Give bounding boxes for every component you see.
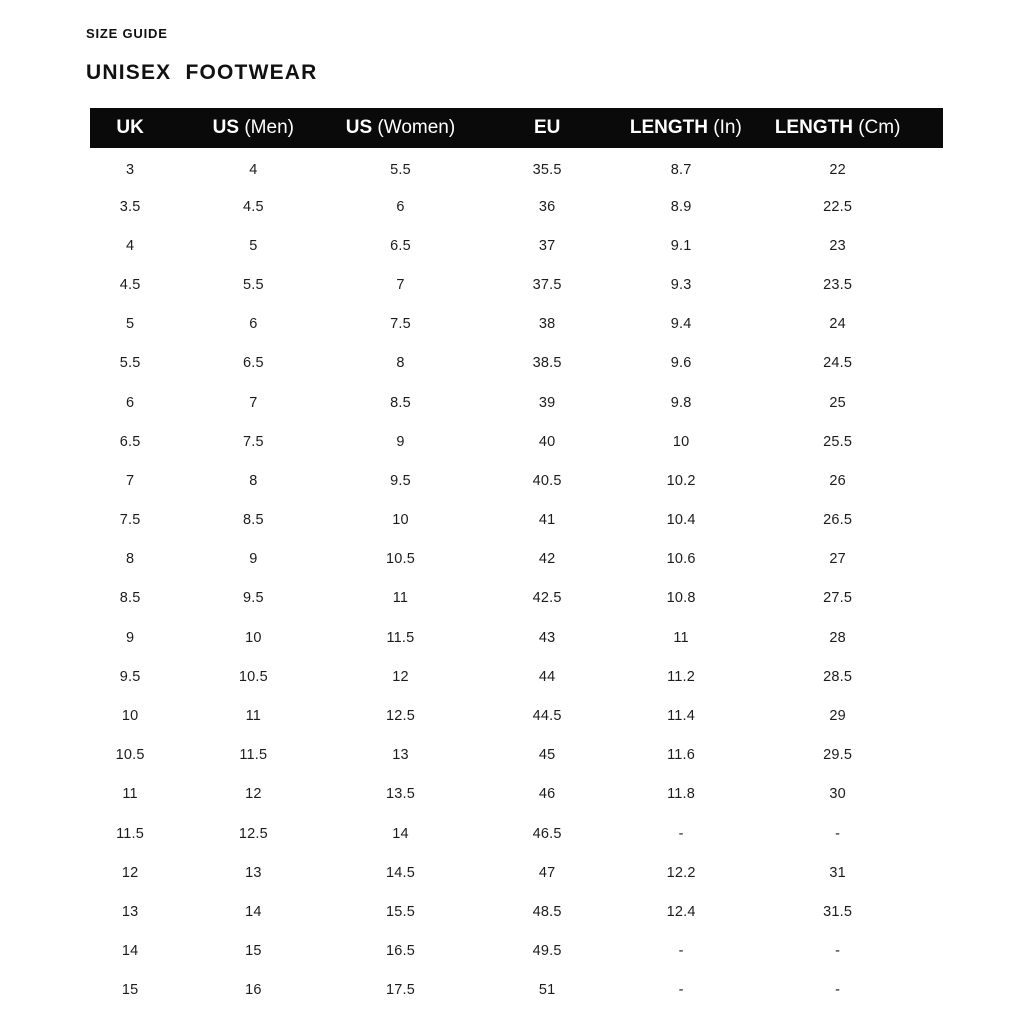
size-cell: 8: [125, 551, 135, 568]
size-cell: 10.5: [385, 551, 415, 568]
size-cell: 12.5: [238, 825, 268, 842]
size-cell: 5.5: [242, 277, 264, 294]
size-cell: 15: [121, 982, 139, 999]
size-cell: -: [835, 943, 841, 960]
size-cell: 9.3: [670, 277, 692, 294]
size-cell: 9.5: [119, 668, 141, 685]
size-cell: -: [835, 982, 841, 999]
size-cell: 29.5: [823, 747, 853, 764]
size-cell: 44.5: [532, 707, 562, 724]
size-cell: 28.5: [823, 668, 853, 685]
size-cell: 10: [245, 629, 262, 646]
size-cell: 10.2: [666, 472, 696, 489]
size-cell: 9.5: [242, 590, 264, 607]
size-cell: 12: [392, 668, 409, 685]
size-cell: 24.5: [823, 355, 853, 372]
size-cell: 14: [121, 943, 139, 960]
size-cell: 23: [829, 237, 846, 254]
size-cell: 46.5: [532, 825, 562, 842]
size-cell: 4: [125, 237, 135, 254]
table-row: [90, 187, 943, 226]
size-cell: 46: [538, 786, 556, 803]
table-row: [90, 618, 943, 657]
size-cell: 13: [121, 903, 139, 920]
size-cell: 26: [829, 472, 846, 489]
size-cell: 27.5: [823, 590, 853, 607]
size-cell: 45: [538, 747, 556, 764]
table-row: [90, 226, 943, 265]
column-header-length-cm: LENGTH (Cm): [732, 108, 943, 148]
size-cell: 6: [396, 198, 405, 215]
table-row: [90, 696, 943, 735]
size-cell: 11.8: [667, 786, 696, 803]
column-header-length-in: LENGTH (In): [630, 108, 732, 148]
size-cell: 9.4: [670, 316, 692, 333]
column-header-label: US: [345, 117, 373, 138]
size-cell: 16.5: [385, 943, 415, 960]
size-cell: 6: [249, 316, 258, 333]
size-cell: 8: [249, 472, 258, 489]
size-cell: 40.5: [532, 472, 562, 489]
size-cell: 3: [125, 161, 135, 178]
size-cell: 12.5: [385, 707, 415, 724]
size-cell: 6.5: [390, 237, 411, 254]
table-row: [90, 892, 943, 931]
size-cell: 8.9: [670, 198, 692, 215]
size-cell: 24: [829, 316, 846, 333]
size-cell: 4.5: [119, 277, 141, 294]
table-row: [90, 422, 943, 461]
size-cell: 9: [125, 629, 135, 646]
table-row: [90, 657, 943, 696]
column-header-us-women: US (Women): [337, 108, 465, 148]
table-row: [90, 971, 943, 1010]
size-cell: 5: [125, 316, 135, 333]
size-cell: 37: [538, 237, 556, 254]
size-cell: 14: [245, 903, 262, 920]
size-cell: 15.5: [385, 903, 415, 920]
size-cell: 7: [125, 472, 135, 489]
size-cell: 31.5: [823, 903, 853, 920]
size-cell: 9.8: [670, 394, 692, 411]
size-cell: 14.5: [385, 864, 415, 881]
size-cell: 23.5: [823, 277, 853, 294]
size-cell: 15: [245, 943, 262, 960]
table-row: [90, 148, 943, 187]
size-cell: 11.2: [667, 668, 696, 685]
table-row: [90, 775, 943, 814]
table-row: [90, 461, 943, 500]
size-cell: 13: [392, 747, 409, 764]
header-row: [90, 108, 943, 148]
size-cell: 7.5: [390, 316, 411, 333]
table-header: [90, 108, 943, 148]
column-header-uk: [90, 108, 170, 148]
size-cell: 42: [538, 551, 556, 568]
size-cell: 9.1: [670, 237, 692, 254]
size-cell: -: [678, 943, 684, 960]
size-cell: 38: [538, 316, 556, 333]
size-cell: 44: [538, 668, 556, 685]
size-cell: 7: [396, 277, 405, 294]
size-cell: 25.5: [823, 433, 853, 450]
size-cell: 11.5: [239, 747, 268, 764]
size-cell: 49.5: [532, 943, 562, 960]
size-cell: 13: [245, 864, 262, 881]
size-cell: 8.5: [119, 590, 141, 607]
table-row: [90, 501, 943, 540]
size-cell: 47: [538, 864, 556, 881]
size-cell: 31: [829, 864, 846, 881]
size-cell: 9: [249, 551, 258, 568]
size-cell: 29: [829, 707, 846, 724]
size-cell: 17.5: [385, 982, 415, 999]
column-header-label: LENGTH: [629, 117, 709, 138]
size-cell: 5.5: [390, 161, 411, 178]
table-row: [90, 383, 943, 422]
size-cell: 11.5: [116, 825, 145, 842]
column-header-label: LENGTH: [774, 117, 853, 138]
size-cell: 11.4: [667, 707, 696, 724]
size-cell: 5: [249, 237, 258, 254]
table-row: [90, 736, 943, 775]
table-row: [90, 266, 943, 305]
size-cell: 6: [125, 394, 135, 411]
size-cell: 36: [538, 198, 556, 215]
size-cell: 4.5: [242, 198, 264, 215]
size-cell: -: [678, 982, 684, 999]
size-cell: 12.4: [666, 903, 696, 920]
column-header-label: UK: [116, 117, 144, 138]
column-header-eu: [464, 108, 629, 148]
size-cell: 6.5: [119, 433, 141, 450]
column-header-label: EU: [533, 117, 561, 138]
table-row: [90, 579, 943, 618]
size-cell: 10.8: [666, 590, 696, 607]
size-cell: 10.6: [666, 551, 696, 568]
size-cell: 42.5: [532, 590, 562, 607]
size-cell: 16: [245, 982, 262, 999]
size-cell: 8.5: [242, 512, 264, 529]
size-cell: -: [678, 825, 684, 842]
size-table-body: [90, 148, 943, 1010]
size-cell: 7.5: [242, 433, 264, 450]
size-cell: 28: [829, 629, 846, 646]
page-title: UNISEX FOOTWEAR: [86, 61, 318, 84]
size-cell: 25: [829, 394, 846, 411]
size-cell: 12: [245, 786, 262, 803]
column-header-label: US: [212, 117, 240, 138]
size-cell: -: [835, 825, 841, 842]
size-cell: 7.5: [119, 512, 141, 529]
size-cell: 10: [672, 433, 690, 450]
size-cell: 5.5: [119, 355, 141, 372]
size-cell: 9.6: [670, 355, 692, 372]
size-cell: 10.5: [115, 747, 145, 764]
size-cell: 10.4: [666, 512, 696, 529]
size-cell: 26.5: [823, 512, 853, 529]
size-cell: 10: [121, 707, 139, 724]
size-cell: 37.5: [532, 277, 562, 294]
size-conversion-table: [90, 108, 943, 1010]
table-row: [90, 305, 943, 344]
table-row: [90, 814, 943, 853]
size-cell: 22: [829, 161, 846, 178]
size-guide-eyebrow: SIZE GUIDE: [86, 26, 168, 41]
size-cell: 35.5: [532, 161, 562, 178]
table-row: [90, 853, 943, 892]
size-cell: 4: [249, 161, 258, 178]
size-cell: 43: [538, 629, 556, 646]
table-row: [90, 540, 943, 579]
size-cell: 48.5: [532, 903, 562, 920]
size-cell: 7: [249, 394, 258, 411]
size-cell: 9: [396, 433, 405, 450]
size-cell: 14: [392, 825, 409, 842]
size-cell: 30: [829, 786, 846, 803]
size-cell: 39: [538, 394, 556, 411]
size-cell: 8: [396, 355, 405, 372]
size-cell: 11: [122, 786, 138, 803]
size-cell: 3.5: [119, 198, 141, 215]
size-cell: 51: [538, 982, 556, 999]
size-cell: 11.6: [667, 747, 696, 764]
size-cell: 8.7: [670, 161, 692, 178]
size-cell: 10.5: [238, 668, 268, 685]
size-cell: 12.2: [666, 864, 696, 881]
size-cell: 13.5: [385, 786, 415, 803]
size-cell: 9.5: [390, 472, 411, 489]
size-cell: 41: [538, 512, 556, 529]
size-cell: 11: [392, 590, 409, 607]
size-cell: 22.5: [823, 198, 853, 215]
column-header-us-men: US (Men): [170, 108, 336, 148]
table-row: [90, 931, 943, 970]
size-cell: 11: [245, 707, 262, 724]
size-cell: 10: [392, 512, 409, 529]
size-cell: 40: [538, 433, 556, 450]
size-cell: 6.5: [242, 355, 264, 372]
size-cell: 11: [673, 629, 689, 646]
size-cell: 8.5: [390, 394, 411, 411]
size-cell: 27: [829, 551, 846, 568]
size-cell: 38.5: [532, 355, 562, 372]
size-cell: 12: [121, 864, 139, 881]
size-cell: 11.5: [386, 629, 415, 646]
table-row: [90, 344, 943, 383]
